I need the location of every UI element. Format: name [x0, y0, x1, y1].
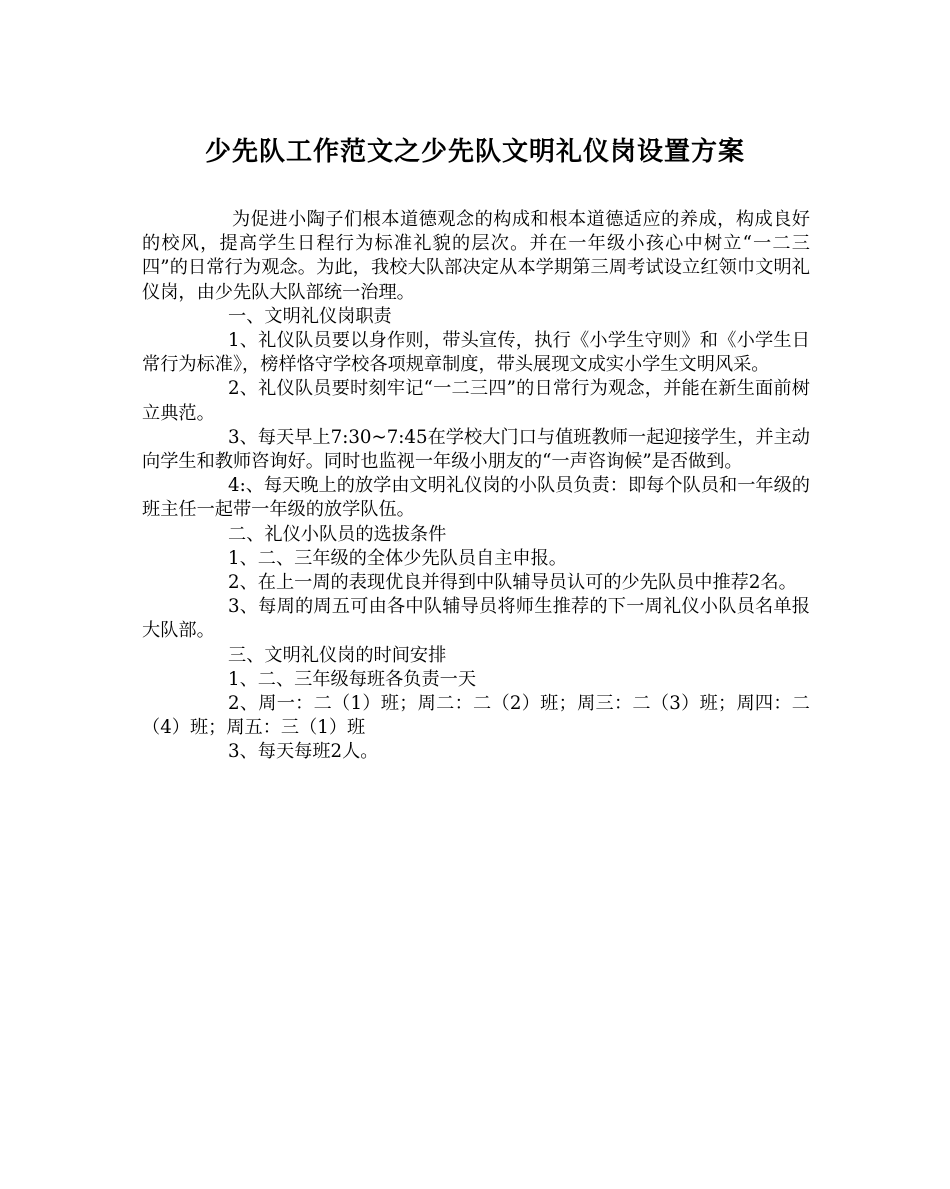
schedule-item-2: 2、周一：二（1）班；周二：二（2）班；周三：二（3）班；周四：二（4）班；周五：三（1）班 — [142, 693, 810, 739]
schedule-item-3: 3、每天每班2人。 — [228, 741, 379, 763]
selection-item-1: 1、二、三年级的全体少先队员自主申报。 — [228, 547, 567, 569]
schedule-item-1: 1、二、三年级每班各负责一天 — [228, 668, 477, 690]
document-title: 少先队工作范文之少先队文明礼仪岗设置方案 — [204, 137, 745, 167]
section-heading-duties: 一、文明礼仪岗职责 — [228, 305, 392, 327]
intro-paragraph: 为促进小陶子们根本道德观念的构成和根本道德适应的养成，构成良好的校风，提高学生日程行为标准礼貌的层次。并在一年级小孩心中树立“一二三四”的日常行为观念。为此，我校大队部决定从本学期第三周考试设立红领巾文明礼仪岗，由少先队大队部统一治理。 — [142, 209, 810, 303]
duty-item-2: 2、礼仪队员要时刻牢记“一二三四”的日常行为观念，并能在新生面前树立典范。 — [142, 378, 810, 424]
selection-item-3: 3、每周的周五可由各中队辅导员将师生推荐的下一周礼仪小队员名单报大队部。 — [142, 596, 810, 642]
duty-item-1: 1、礼仪队员要以身作则，带头宣传，执行《小学生守则》和《小学生日常行为标准》，榜样恪守学校各项规章制度，带头展现文成实小学生文明风采。 — [142, 330, 810, 376]
selection-item-2: 2、在上一周的表现优良并得到中队辅导员认可的少先队员中推荐2名。 — [228, 572, 797, 594]
section-heading-selection: 二、礼仪小队员的选拔条件 — [228, 523, 447, 545]
duty-item-3: 3、每天早上7:30~7:45在学校大门口与值班教师一起迎接学生，并主动向学生和教师咨询好。同时也监视一年级小朋友的“一声咨询候”是否做到。 — [142, 426, 810, 473]
section-heading-schedule: 三、文明礼仪岗的时间安排 — [228, 644, 447, 666]
document-body — [142, 208, 810, 765]
duty-item-4: 4:、每天晚上的放学由文明礼仪岗的小队员负责：即每个队员和一年级的班主任一起带一年级的放学队伍。 — [142, 475, 810, 521]
